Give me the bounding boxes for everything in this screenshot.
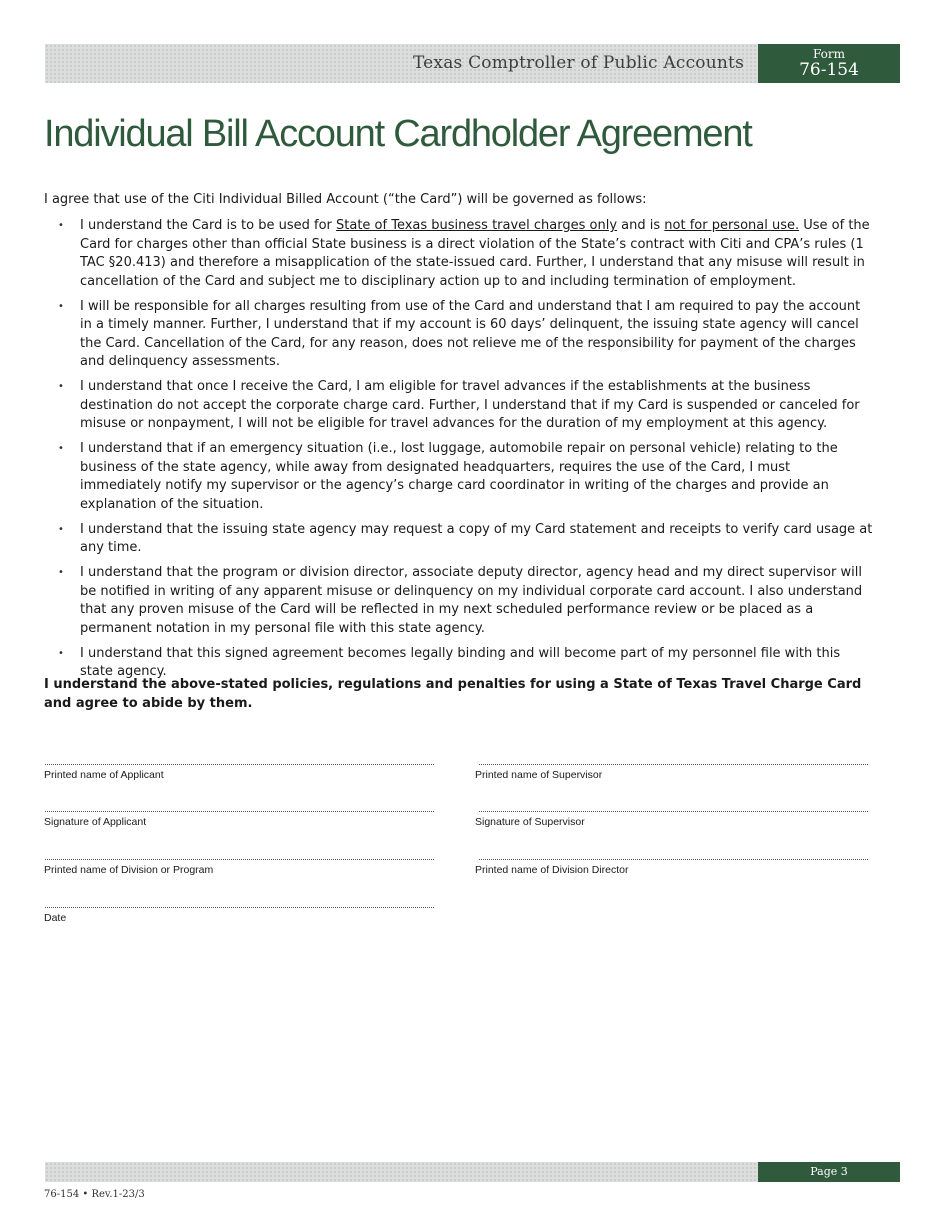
applicant-name-line[interactable] — [45, 764, 434, 765]
term-text-end: Use of the Card for charges other than official State business is a direct violation of the State’s contract with Citi and CPA’s rules (1 TAC §20.413) and therefore a misapplication of the state-issued card. Further, I understand that any misuse will result in cancellation of the Card and subject me to disciplinary action up to and including termination of employment. — [80, 218, 870, 289]
division-program-label: Printed name of Division or Program — [44, 864, 214, 876]
agreement-terms-list — [44, 217, 874, 688]
term-text: I understand that if an emergency situation (i.e., lost luggage, automobile repair on personal vehicle) relating to the business of the state agency, while away from designated headquarters, requires the use of the Card, I must immediately notify my supervisor or the agency’s charge card coordinator in writing of the charges and provide an explanation of the situation. — [80, 441, 838, 512]
supervisor-name-label: Printed name of Supervisor — [475, 769, 603, 781]
applicant-signature-label: Signature of Applicant — [44, 816, 147, 828]
term-text: I understand that the program or division director, associate deputy director, agency head and my direct supervisor will be notified in writing of any apparent misuse or delinquency on my individual corporate card account. I also understand that any proven misuse of the Card will be reflected in my next scheduled performance review or be placed as a permanent notation in my personal file with this state agency. — [80, 565, 863, 636]
applicant-name-label: Printed name of Applicant — [44, 769, 164, 781]
intro-text: I agree that use of the Citi Individual Billed Account (“the Card”) will be governed as follows: — [44, 192, 647, 207]
agency-name: Texas Comptroller of Public Accounts — [412, 53, 744, 73]
division-director-label: Printed name of Division Director — [475, 864, 629, 876]
list-item — [44, 564, 874, 638]
revision-note: 76-154 • Rev.1-23/3 — [44, 1189, 145, 1200]
term-text: I will be responsible for all charges resulting from use of the Card and understand that I am required to pay the account in a timely manner. Further, I understand that if my account is 60 days’ delinquent, the issuing state agency will cancel the Card. Cancellation of the Card, for any reason, does not relieve me of the responsibility for payment of the charges and delinquency assessments. — [80, 298, 861, 369]
date-label: Date — [44, 912, 67, 924]
page-title: Individual Bill Account Cardholder Agreement — [44, 113, 752, 155]
underlined-business-only: State of Texas business travel charges only — [336, 218, 618, 233]
term-text-mid: and is — [617, 218, 665, 233]
supervisor-signature-label: Signature of Supervisor — [475, 816, 585, 828]
form-label: Form — [812, 47, 845, 61]
applicant-signature-line[interactable] — [45, 811, 434, 812]
term-text: I understand that this signed agreement becomes legally binding and will become part of my personnel file with this state agency. — [80, 645, 841, 679]
list-item — [44, 378, 874, 434]
header-bar — [45, 44, 758, 83]
page-number: Page 3 — [758, 1162, 900, 1182]
footer-bar — [45, 1162, 758, 1182]
division-program-line[interactable] — [45, 859, 434, 860]
list-item — [44, 521, 874, 558]
underlined-not-personal: not for personal use. — [664, 218, 800, 233]
term-text: I understand that the issuing state agency may request a copy of my Card statement and receipts to verify card usage at any time. — [80, 521, 873, 555]
division-director-line[interactable] — [479, 859, 868, 860]
supervisor-name-line[interactable] — [479, 764, 868, 765]
list-item — [44, 440, 874, 514]
supervisor-signature-line[interactable] — [479, 811, 868, 812]
form-number-box — [758, 44, 900, 83]
form-number: 76-154 — [799, 60, 859, 80]
term-text-start: I understand the Card is to be used for — [80, 218, 336, 233]
list-item — [44, 298, 874, 372]
closing-statement: I understand the above-stated policies, regulations and penalties for using a State of Texas Travel Charge Card and agree to abide by them. — [44, 677, 862, 711]
term-text: I understand that once I receive the Card, I am eligible for travel advances if the establishments at the business destination do not accept the corporate charge card. Further, I understand that if my Card is suspended or canceled for misuse or nonpayment, I will not be eligible for travel advances for the duration of my employment at this agency. — [80, 379, 860, 431]
date-line[interactable] — [45, 907, 434, 908]
list-item — [44, 217, 874, 291]
